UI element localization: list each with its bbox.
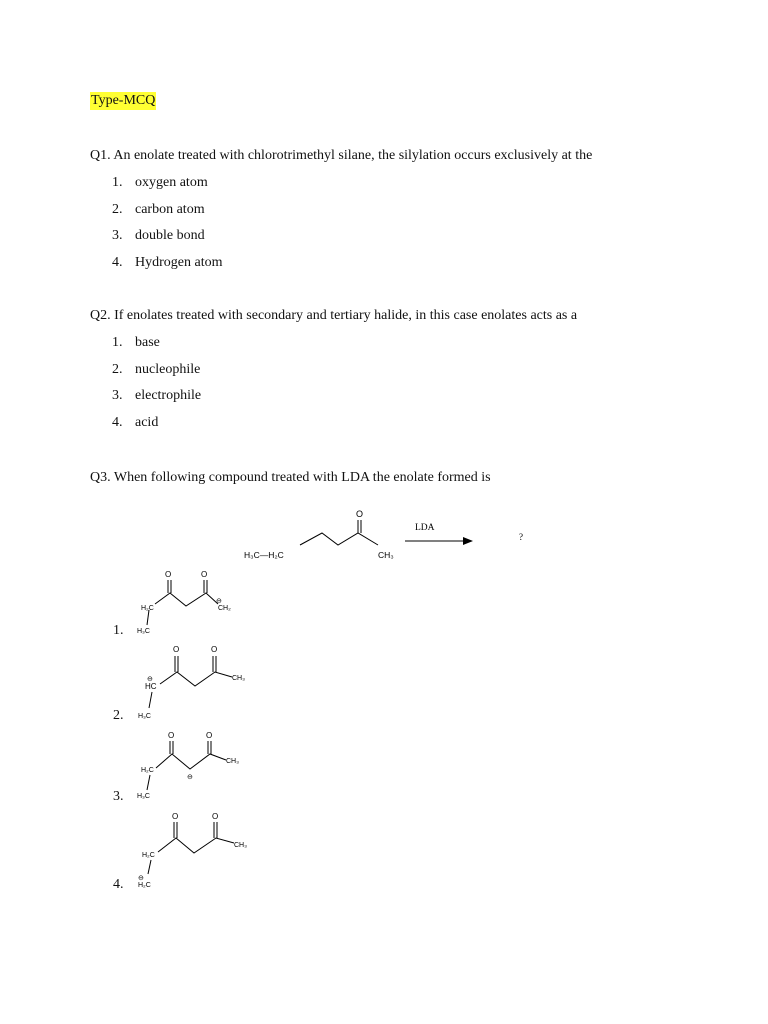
option-1-o1: O — [165, 570, 172, 579]
methyl-label: CH₃ — [378, 550, 394, 560]
option-4-charge: ⊖ — [138, 875, 144, 882]
product-placeholder: ? — [519, 532, 523, 542]
option-2-h3c: H₃C — [138, 713, 151, 720]
option-3-ch3: CH₃ — [226, 758, 239, 765]
q2-option-1: 1. base — [112, 335, 160, 350]
starting-ketone-structure — [300, 520, 378, 545]
question-type-label: Type-MCQ — [91, 93, 156, 108]
option-1-ch2: CH₂ — [218, 605, 231, 612]
option-1-charge: ⊖ — [216, 598, 222, 605]
q2-option-2: 2. nucleophile — [112, 362, 201, 377]
option-4-h2c: H₂C — [142, 852, 155, 859]
q2-option-4: 4. acid — [112, 415, 159, 430]
structure-option-2-number: 2. — [113, 708, 124, 723]
option-3-h2c: H₂C — [141, 767, 154, 774]
option-4-ch3: CH₃ — [234, 842, 247, 849]
option-3-o1: O — [168, 731, 175, 740]
option-3-h3c: H₃C — [137, 793, 150, 800]
option-2-hc: HC — [145, 682, 157, 691]
question-1-text: Q1. An enolate treated with chlorotrimethyl silane, the silylation occurs exclusively at the — [90, 148, 593, 163]
option-4-h2c-end: H₂C — [138, 882, 151, 889]
option-1-o2: O — [201, 570, 208, 579]
structure-option-4-number: 4. — [113, 877, 124, 892]
q1-option-3: 3. double bond — [112, 228, 205, 243]
option-4-o1: O — [172, 812, 179, 821]
structure-option-3-number: 3. — [113, 789, 124, 804]
option-2-o2: O — [211, 645, 218, 654]
ketone-oxygen-label: O — [356, 509, 364, 519]
q1-option-2: 2. carbon atom — [112, 202, 205, 217]
reagent-label: LDA — [415, 523, 435, 533]
option-2-charge: ⊖ — [147, 676, 153, 683]
option-4-structure — [148, 822, 234, 874]
ethyl-label: H₃C—H₂C — [244, 550, 284, 560]
option-2-structure — [149, 656, 232, 708]
option-3-o2: O — [206, 731, 213, 740]
q1-option-4: 4. Hydrogen atom — [112, 255, 223, 270]
option-2-o1: O — [173, 645, 180, 654]
q1-option-1: 1. oxygen atom — [112, 175, 208, 190]
question-3-text: Q3. When following compound treated with LDA the enolate formed is — [90, 470, 491, 485]
option-1-h3c: H₃C — [137, 628, 150, 635]
option-2-ch3: CH₃ — [232, 675, 245, 682]
option-3-charge: ⊖ — [187, 774, 193, 781]
question-2-text: Q2. If enolates treated with secondary and tertiary halide, in this case enolates acts as a — [90, 308, 578, 323]
structure-option-1-number: 1. — [113, 623, 124, 638]
option-3-structure — [147, 741, 226, 790]
option-4-o2: O — [212, 812, 219, 821]
option-1-structure — [147, 580, 218, 625]
q2-option-3: 3. electrophile — [112, 388, 202, 403]
option-1-h2c: H₂C — [141, 605, 154, 612]
